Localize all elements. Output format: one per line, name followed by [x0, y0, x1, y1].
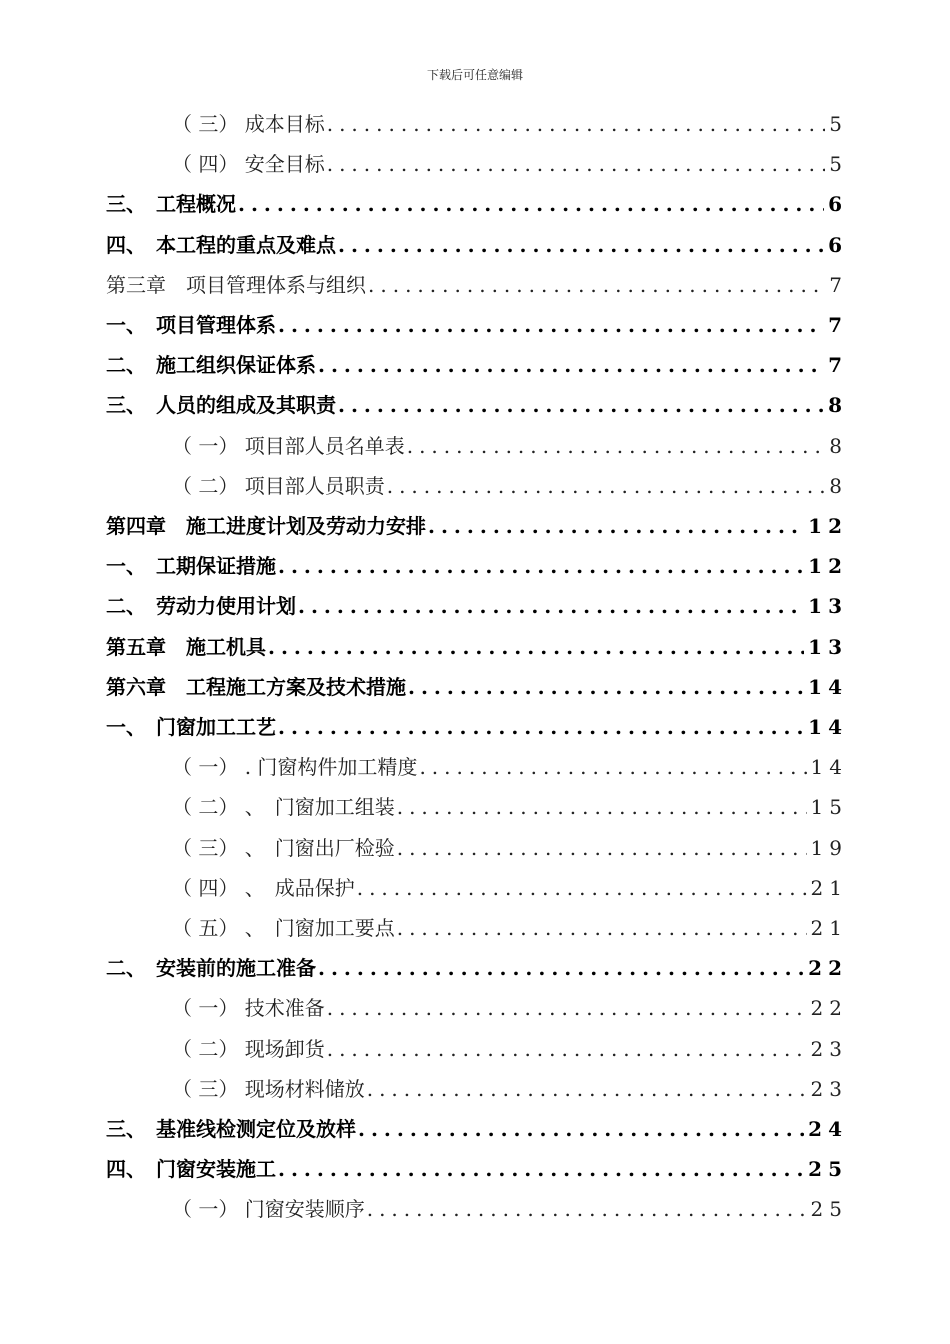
toc-entry[interactable]: [172, 988, 848, 1028]
toc-entry-page-number: 25: [808, 1157, 848, 1182]
page-header: 下载后可任意编辑: [426, 68, 523, 82]
toc-entry-page-number: 7: [829, 272, 848, 297]
toc-entry[interactable]: [106, 345, 848, 385]
toc-entry-page-number: 14: [810, 755, 848, 780]
toc-entry-page-number: 21: [810, 875, 848, 900]
toc-entry-title: （ 二） 现场卸货: [172, 1036, 325, 1061]
toc-entry-title: （ 二） 、 门窗加工组装: [172, 795, 395, 820]
toc-entry-title: 一、 门窗加工工艺: [106, 715, 276, 739]
toc-entry-title: 四、 本工程的重点及难点: [106, 232, 336, 257]
toc-entry-page-number: 13: [808, 594, 848, 619]
toc-dot-leader: [368, 265, 825, 305]
toc-entry-title: （ 三） 现场材料储放: [172, 1076, 365, 1101]
toc-entry[interactable]: [106, 948, 848, 988]
toc-entry-title: 四、 门窗安装施工: [106, 1157, 276, 1182]
toc-entry[interactable]: [172, 1069, 848, 1109]
toc-dot-leader: [408, 667, 804, 707]
toc-entry[interactable]: [106, 225, 848, 265]
toc-entry-title: 三、 基准线检测定位及放样: [106, 1117, 356, 1141]
toc-dot-leader: [397, 828, 807, 868]
toc-entry-title: 第四章 施工进度计划及劳动力安排: [106, 514, 426, 538]
toc-entry-title: 第六章 工程施工方案及技术措施: [106, 674, 406, 699]
toc-entry-title: 一、 工期保证措施: [106, 554, 276, 579]
toc-dot-leader: [358, 1109, 804, 1149]
toc-entry-page-number: 7: [828, 313, 848, 337]
toc-entry-page-number: 8: [828, 393, 848, 418]
toc-dot-leader: [238, 184, 824, 224]
toc-entry[interactable]: [106, 546, 848, 586]
toc-entry-title: 二、 劳动力使用计划: [106, 594, 296, 619]
toc-entry-title: （ 一） 技术准备: [172, 996, 325, 1021]
toc-dot-leader: [278, 305, 824, 345]
toc-entry-title: （ 五） 、 门窗加工要点: [172, 916, 395, 940]
toc-dot-leader: [428, 506, 804, 546]
toc-dot-leader: [327, 988, 807, 1028]
toc-entry[interactable]: [172, 426, 848, 466]
toc-entry[interactable]: [172, 144, 848, 184]
toc-dot-leader: [327, 104, 826, 144]
toc-dot-leader: [327, 1029, 807, 1069]
toc-entry-title: （ 二） 项目部人员职责: [172, 473, 385, 498]
toc-entry-title: 第三章 项目管理体系与组织: [106, 272, 366, 297]
toc-entry-page-number: 12: [808, 554, 848, 579]
toc-entry[interactable]: [172, 868, 848, 908]
toc-entry-page-number: 25: [810, 1197, 848, 1222]
toc-entry[interactable]: [172, 466, 848, 506]
toc-entry-page-number: 12: [808, 514, 848, 538]
toc-entry-title: （ 一） 项目部人员名单表: [172, 433, 405, 458]
toc-dot-leader: [357, 868, 807, 908]
toc-entry-page-number: 22: [808, 956, 848, 981]
toc-entry-title: （ 一） . 门窗构件加工精度: [172, 755, 418, 780]
toc-entry[interactable]: [106, 1109, 848, 1149]
toc-entry[interactable]: [106, 627, 848, 667]
toc-dot-leader: [407, 426, 826, 466]
toc-entry[interactable]: [106, 1149, 848, 1189]
toc-dot-leader: [298, 586, 804, 626]
toc-entry-title: （ 一） 门窗安装顺序: [172, 1197, 365, 1222]
toc-entry-page-number: 6: [828, 192, 848, 217]
toc-entry[interactable]: [172, 747, 848, 787]
toc-dot-leader: [338, 385, 824, 425]
toc-entry-title: 二、 施工组织保证体系: [106, 353, 316, 378]
toc-entry-page-number: 22: [810, 996, 848, 1021]
toc-entry-title: 一、 项目管理体系: [106, 313, 276, 337]
toc-entry-page-number: 24: [808, 1117, 848, 1141]
toc-dot-leader: [278, 1149, 804, 1189]
toc-entry-title: （ 三） 、 门窗出厂检验: [172, 835, 395, 860]
toc-entry-page-number: 19: [810, 835, 848, 860]
toc-entry[interactable]: [106, 305, 848, 345]
toc-dot-leader: [419, 747, 806, 787]
toc-entry-title: （ 四） 、 成品保护: [172, 875, 355, 900]
toc-entry-title: 第五章 施工机具: [106, 634, 266, 659]
toc-dot-leader: [397, 908, 807, 948]
toc-entry-page-number: 15: [810, 795, 848, 820]
toc-entry[interactable]: [172, 908, 848, 948]
toc-dot-leader: [338, 225, 824, 265]
toc-entry-page-number: 8: [829, 473, 848, 498]
toc-entry-page-number: 5: [829, 152, 848, 177]
toc-entry[interactable]: [172, 1189, 848, 1229]
toc-entry[interactable]: [106, 265, 848, 305]
toc-dot-leader: [318, 345, 824, 385]
toc-dot-leader: [318, 948, 804, 988]
toc-entry-page-number: 21: [810, 916, 848, 940]
toc-entry-page-number: 8: [829, 433, 848, 458]
toc-entry[interactable]: [106, 184, 848, 224]
toc-entry-page-number: 6: [828, 232, 848, 257]
toc-entry-page-number: 5: [829, 112, 848, 136]
toc-entry-page-number: 14: [808, 674, 848, 699]
toc-dot-leader: [278, 707, 804, 747]
toc-entry[interactable]: [106, 506, 848, 546]
toc-entry[interactable]: [172, 787, 848, 827]
toc-entry-page-number: 14: [808, 715, 848, 739]
toc-entry[interactable]: [172, 1029, 848, 1069]
toc-entry[interactable]: [172, 828, 848, 868]
toc-dot-leader: [387, 466, 826, 506]
toc-dot-leader: [367, 1189, 807, 1229]
toc-entry-page-number: 7: [828, 353, 848, 378]
toc-dot-leader: [278, 546, 804, 586]
toc-dot-leader: [327, 144, 826, 184]
toc-entry-title: （ 三） 成本目标: [172, 112, 325, 136]
toc-entry-title: （ 四） 安全目标: [172, 152, 325, 177]
toc-entry[interactable]: [106, 586, 848, 626]
toc-entry[interactable]: [106, 707, 848, 747]
toc-entry-page-number: 23: [810, 1036, 848, 1061]
toc-entry-title: 三、 工程概况: [106, 192, 236, 217]
toc-entry-title: 三、 人员的组成及其职责: [106, 393, 336, 418]
toc-dot-leader: [268, 627, 804, 667]
toc-entry-title: 二、 安装前的施工准备: [106, 956, 316, 981]
toc-dot-leader: [367, 1069, 807, 1109]
toc-entry[interactable]: [106, 385, 848, 425]
toc-entry[interactable]: [106, 667, 848, 707]
toc-entry[interactable]: [172, 104, 848, 144]
toc-entry-page-number: 23: [810, 1076, 848, 1101]
toc-dot-leader: [397, 787, 807, 827]
toc-entry-page-number: 13: [808, 634, 848, 659]
